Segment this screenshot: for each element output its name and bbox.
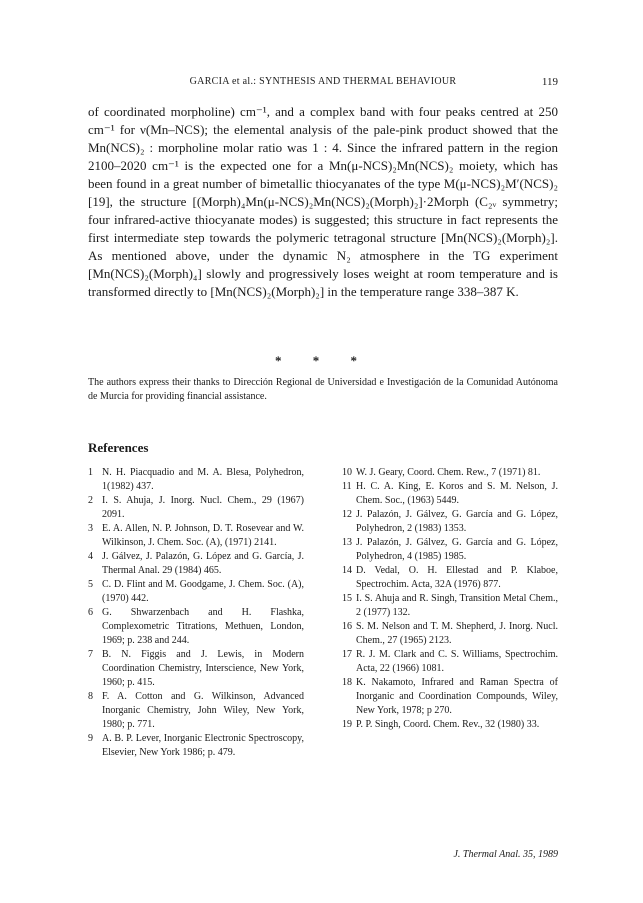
reference-number: 19: [342, 719, 352, 730]
reference-number: 8: [88, 691, 93, 702]
reference-item: [342, 466, 558, 480]
page-number: 119: [541, 76, 558, 88]
reference-number: 14: [342, 565, 352, 576]
reference-text: G. Shwarzenbach and H. Flashka, Complexometric Titrations, Methuen, London, 1969; p. 238 and 244.: [102, 607, 304, 646]
reference-text: E. A. Allen, N. P. Johnson, D. T. Rosevear and W. Wilkinson, J. Chem. Soc. (A), (1971) 2141.: [102, 523, 304, 548]
reference-item: [88, 494, 304, 522]
reference-text: P. P. Singh, Coord. Chem. Rev., 32 (1980) 33.: [356, 719, 540, 730]
reference-text: B. N. Figgis and J. Lewis, in Modern Coordination Chemistry, Interscience, New York, 1960; p. 415.: [102, 649, 304, 688]
reference-text: I. S. Ahuja, J. Inorg. Nucl. Chem., 29 (1967) 2091.: [102, 495, 304, 520]
reference-text: W. J. Geary, Coord. Chem. Rew., 7 (1971) 81.: [356, 467, 541, 478]
reference-number: 15: [342, 593, 352, 604]
reference-item: [342, 676, 558, 718]
reference-item: [342, 620, 558, 648]
reference-text: S. M. Nelson and T. M. Shepherd, J. Inorg. Nucl. Chem., 27 (1965) 2123.: [356, 621, 558, 646]
reference-text: F. A. Cotton and G. Wilkinson, Advanced Inorganic Chemistry, John Wiley, New York, 1980; p. 771.: [102, 691, 304, 730]
reference-item: [88, 690, 304, 732]
reference-item: [342, 592, 558, 620]
reference-text: J. Palazón, J. Gálvez, G. García and G. López, Polyhedron, 4 (1985) 1985.: [356, 537, 558, 562]
reference-item: [342, 648, 558, 676]
reference-text: J. Palazón, J. Gálvez, G. García and G. López, Polyhedron, 2 (1983) 1353.: [356, 509, 558, 534]
reference-number: 7: [88, 649, 93, 660]
reference-number: 17: [342, 649, 352, 660]
reference-text: N. H. Piacquadio and M. A. Blesa, Polyhedron, 1(1982) 437.: [102, 467, 304, 492]
reference-number: 10: [342, 467, 352, 478]
reference-number: 9: [88, 733, 93, 744]
reference-item: [88, 522, 304, 550]
reference-item: [88, 606, 304, 648]
reference-number: 6: [88, 607, 93, 618]
reference-text: J. Gálvez, J. Palazón, G. López and G. García, J. Thermal Anal. 29 (1984) 465.: [102, 551, 304, 576]
reference-text: H. C. A. King, E. Koros and S. M. Nelson, J. Chem. Soc., (1963) 5449.: [356, 481, 558, 506]
references-column-left: [88, 466, 304, 760]
reference-number: 4: [88, 551, 93, 562]
reference-number: 13: [342, 537, 352, 548]
section-separator: * * *: [275, 353, 371, 368]
acknowledgement: The authors express their thanks to Dirección Regional de Universidad e Investigación de la Comunidad Autónoma de Murcia for providing financial assistance.: [88, 377, 558, 402]
reference-item: [342, 536, 558, 564]
reference-text: K. Nakamoto, Infrared and Raman Spectra of Inorganic and Coordination Compounds, Wiley, New York, 1978; p 270.: [356, 677, 558, 716]
reference-number: 12: [342, 509, 352, 520]
reference-text: D. Vedal, O. H. Ellestad and P. Klaboe, Spectrochim. Acta, 32A (1976) 877.: [356, 565, 558, 590]
body-paragraph: of coordinated morpholine) cm⁻¹, and a complex band with four peaks centred at 250 cm⁻¹ for ν(Mn–NCS); the elemental analysis of the pale-pink product showed that the Mn(NCS)₂ : morpholine molar ratio was 1 : 4. Since the infrared pattern in the region 2100–2020 cm⁻¹ is the expected one for a Mn(μ-NCS)₂Mn(NCS)₂ moiety, which has been found in a great number of bimetallic thiocyanates of the type M(μ-NCS)₂M′(NCS)₂ [19], the structure [(Morph)₄Mn(μ-NCS)₂Mn(NCS)₂(Morph)₂]·2Morph (C₂ᵥ symmetry; four infrared-active thiocyanate modes) is suggested; this structure in fact represents the first intermediate step towards the polymeric tetragonal structure [Mn(NCS)₂(Morph)₂]. As mentioned above, under the dynamic N₂ atmosphere in the TG experiment [Mn(NCS)₂(Morph)₄] slowly and progressively loses weight at room temperature and is transformed directly to [Mn(NCS)₂(Morph)₂] in the temperature range 338–387 K.: [88, 104, 558, 299]
reference-number: 3: [88, 523, 93, 534]
reference-number: 2: [88, 495, 93, 506]
reference-text: C. D. Flint and M. Goodgame, J. Chem. Soc. (A), (1970) 442.: [102, 579, 304, 604]
reference-text: R. J. M. Clark and C. S. Williams, Spectrochim. Acta, 22 (1966) 1081.: [356, 649, 558, 674]
running-title: GARCIA et al.: SYNTHESIS AND THERMAL BEHAVIOUR: [189, 76, 457, 87]
reference-item: [342, 480, 558, 508]
reference-text: I. S. Ahuja and R. Singh, Transition Metal Chem., 2 (1977) 132.: [356, 593, 558, 618]
body-text: [88, 103, 558, 301]
reference-item: [88, 578, 304, 606]
reference-number: 1: [88, 467, 93, 478]
reference-number: 11: [342, 481, 352, 492]
reference-item: [88, 466, 304, 494]
reference-number: 18: [342, 677, 352, 688]
reference-item: [342, 718, 558, 732]
reference-item: [88, 648, 304, 690]
reference-item: [88, 550, 304, 578]
reference-item: [342, 508, 558, 536]
reference-text: A. B. P. Lever, Inorganic Electronic Spectroscopy, Elsevier, New York 1986; p. 479.: [102, 733, 304, 758]
page-header: [88, 76, 558, 92]
reference-number: 5: [88, 579, 93, 590]
journal-footer: J. Thermal Anal. 35, 1989: [453, 849, 558, 860]
reference-item: [342, 564, 558, 592]
references-column-right: [342, 466, 558, 732]
references-heading: References: [88, 440, 149, 455]
reference-number: 16: [342, 621, 352, 632]
reference-item: [88, 732, 304, 760]
